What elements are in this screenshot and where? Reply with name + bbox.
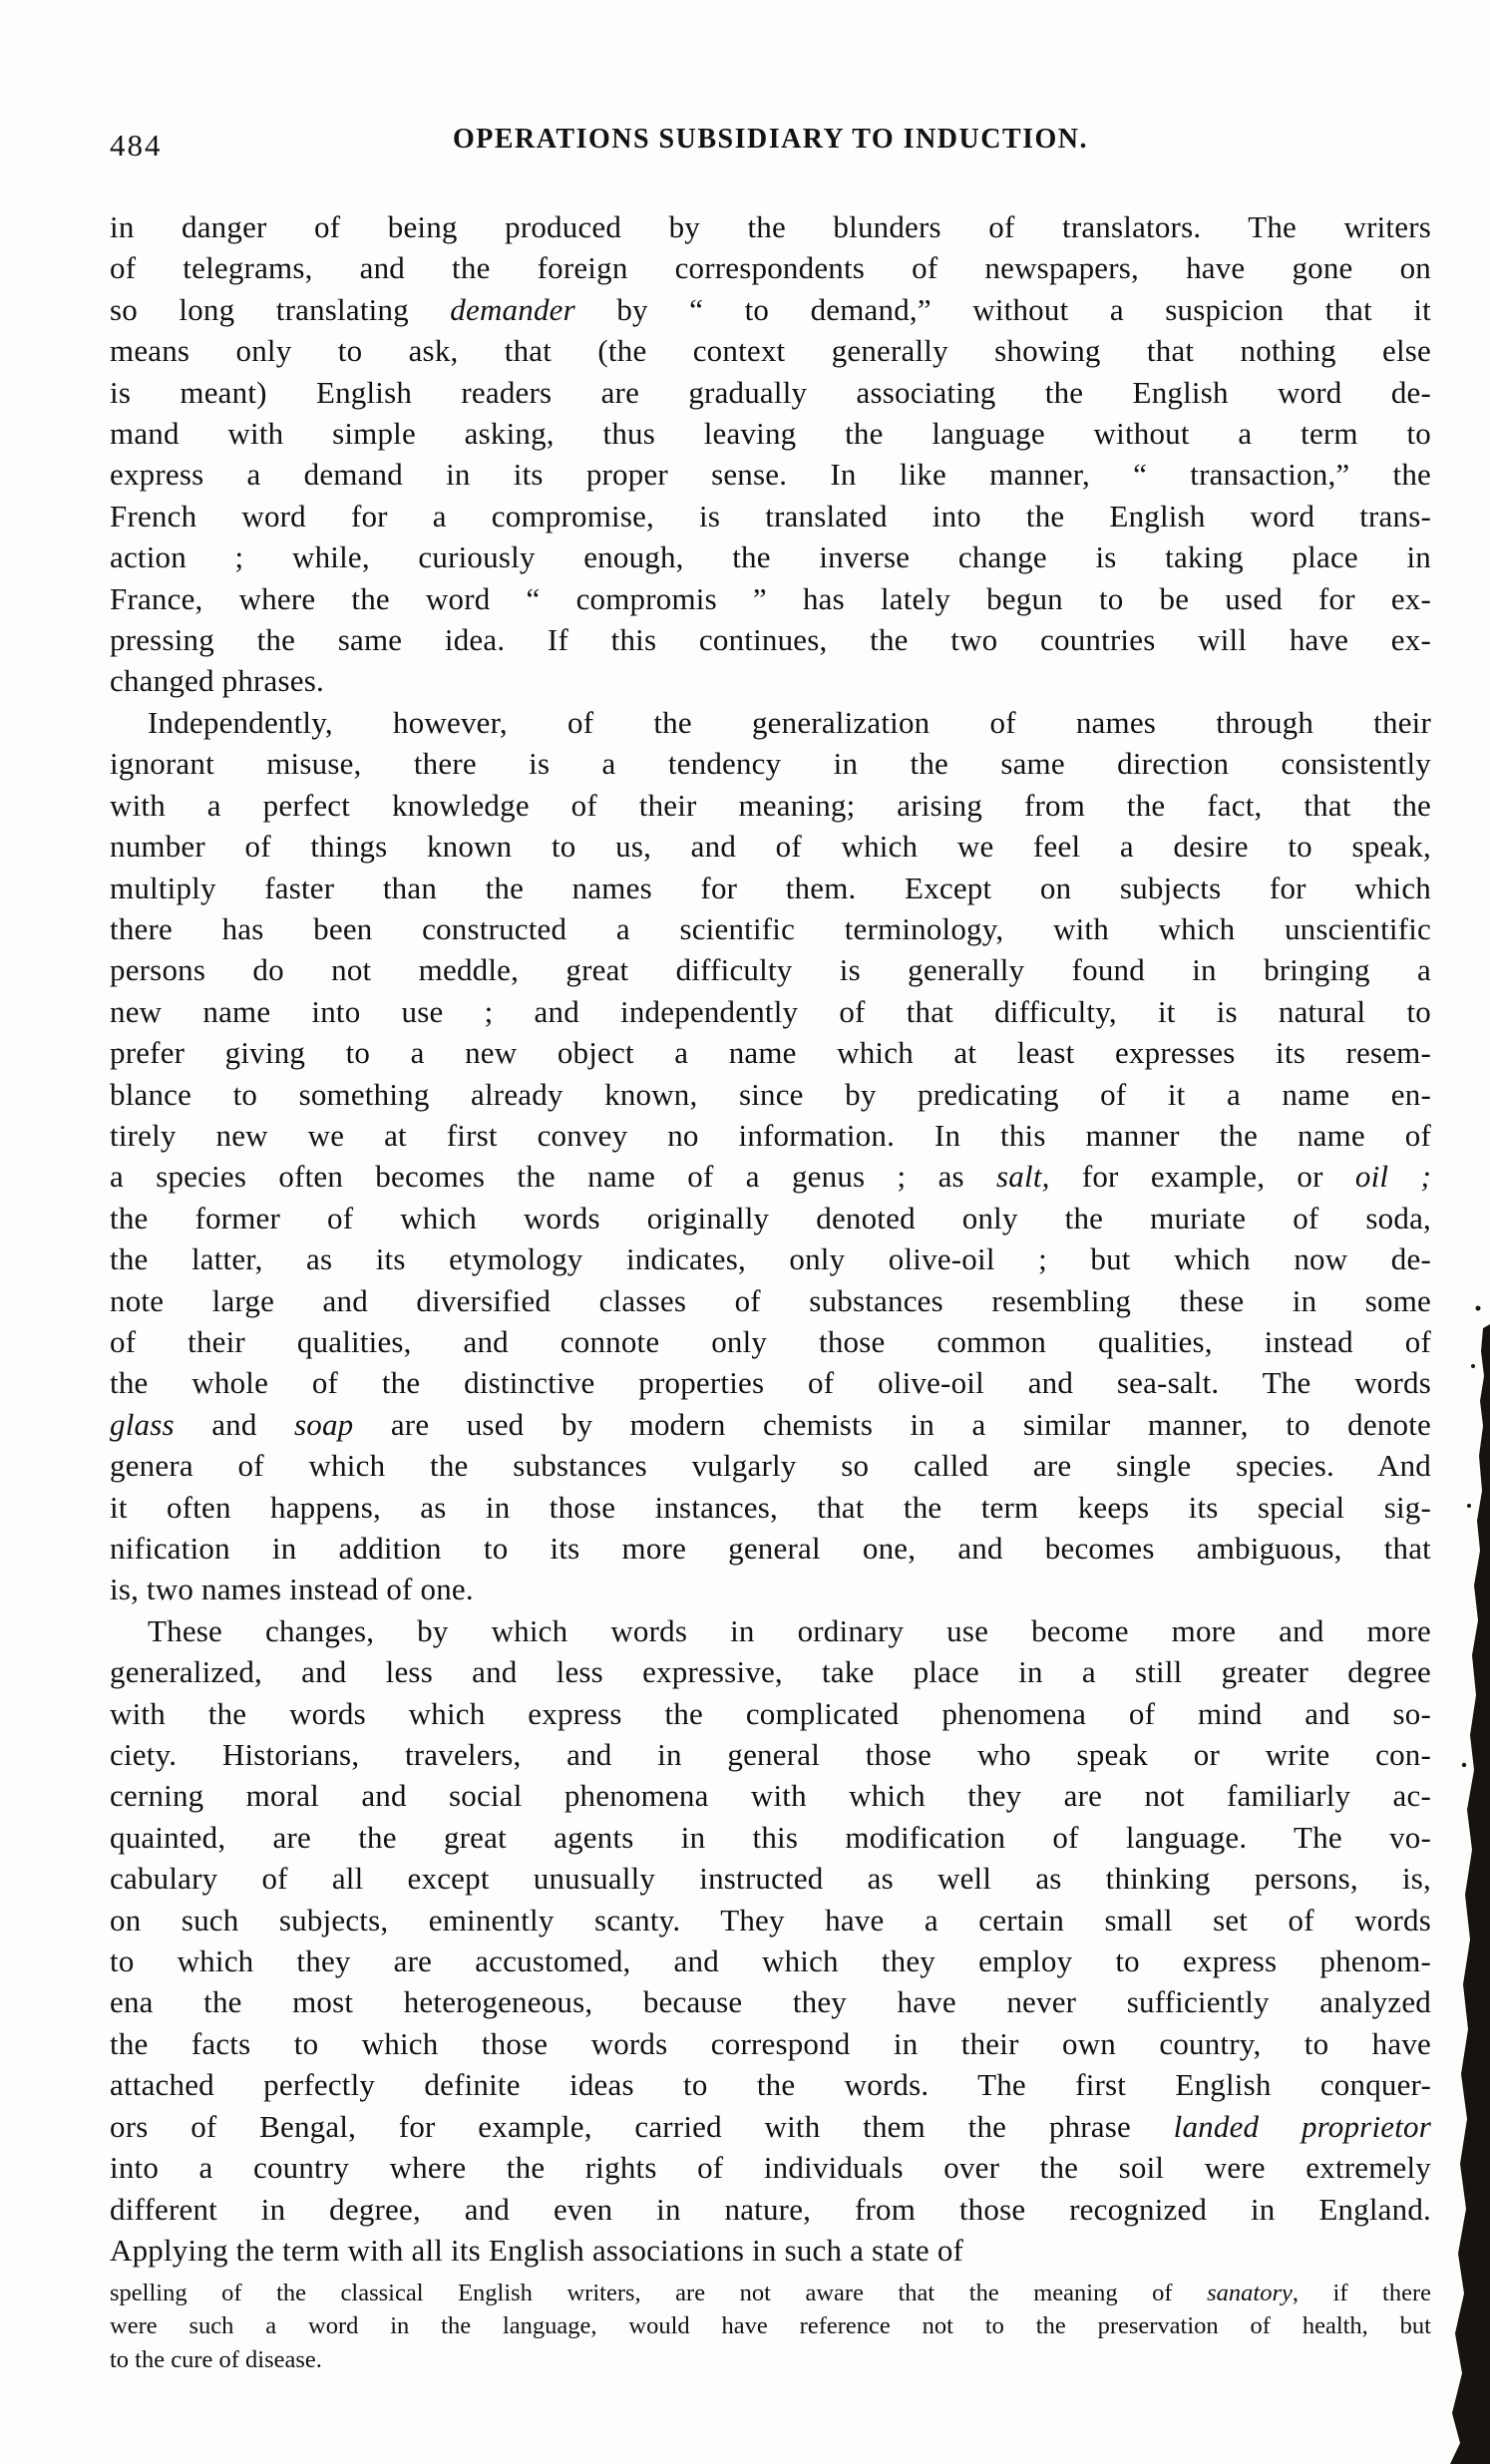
text-line: a species often becomes the name of a genus ; as salt, for example, or oil ; [110,1159,1431,1195]
text-line: action ; while, curiously enough, the inverse change is taking place in [110,539,1431,575]
running-head [110,124,1431,170]
text-line: different in degree, and even in nature, from those recognized in England. [110,2191,1431,2227]
body-text [110,206,1431,2271]
text-line: multiply faster than the names for them. Except on subjects for which [110,870,1431,905]
text-line: prefer giving to a new object a name which at least expresses its resem- [110,1035,1431,1071]
text-line: new name into use ; and independently of that difficulty, it is natural to [110,993,1431,1029]
text-line: in danger of being produced by the blunders of translators. The writers [110,209,1431,244]
text-line: France, where the word “ compromis ” has lately begun to be used for ex- [110,580,1431,616]
text-line: number of things known to us, and of which we feel a desire to speak, [110,829,1431,865]
text-line: note large and diversified classes of substances resembling these in some [110,1282,1431,1318]
text-line: nification in addition to its more general one, and becomes ambiguous, that [110,1531,1431,1566]
text-line: with the words which express the complicated phenomena of mind and so- [110,1695,1431,1731]
text-line: it often happens, as in those instances, that the term keeps its special sig- [110,1489,1431,1525]
text-line: into a country where the rights of individuals over the soil were extremely [110,2150,1431,2186]
text-line: Applying the term with all its English associations in such a state of [110,2232,964,2268]
text-line: there has been constructed a scientific terminology, with which unscientific [110,910,1431,946]
page-title: OPERATIONS SUBSIDIARY TO INDUCTION. [452,124,1089,155]
text-line: tirely new we at first convey no information. In this manner the name of [110,1117,1431,1153]
text-line: is, two names instead of one. [110,1572,474,1607]
text-line: generalized, and less and less expressive, take place in a still greater degree [110,1654,1431,1690]
text-line: the latter, as its etymology indicates, only olive-oil ; but which now de- [110,1241,1431,1277]
text-line: with a perfect knowledge of their meaning; arising from the fact, that the [110,787,1431,823]
text-line: to which they are accustomed, and which they employ to express phenom- [110,1943,1431,1979]
text-line: ciety. Historians, travelers, and in general those who speak or write con- [110,1737,1431,1773]
text-line: means only to ask, that (the context generally showing that nothing else [110,333,1431,369]
text-line: Independently, however, of the generalization of names through their [148,704,1431,740]
text-line: spelling of the classical English writers, are not aware that the meaning of sanatory, if there [110,2280,1431,2306]
text-line: French word for a compromise, is translated into the English word trans- [110,498,1431,533]
text-line: the former of which words originally denoted only the muriate of soda, [110,1200,1431,1235]
text-line: ena the most heterogeneous, because they have never sufficiently analyzed [110,1984,1431,2020]
text-line: mand with simple asking, thus leaving the language without a term to [110,416,1431,452]
text-line: to the cure of disease. [110,2345,322,2373]
text-line: ors of Bengal, for example, carried with them the phrase landed proprietor [110,2108,1431,2144]
text-line: blance to something already known, since by predicating of it a name en- [110,1076,1431,1112]
text-line: the facts to which those words correspond in their own country, to have [110,2025,1431,2061]
text-line: pressing the same idea. If this continues, the two countries will have ex- [110,622,1431,658]
text-line: quainted, are the great agents in this modification of language. The vo- [110,1819,1431,1855]
text-line: cerning moral and social phenomena with which they are not familiarly ac- [110,1778,1431,1814]
text-line: genera of which the substances vulgarly so called are single species. And [110,1448,1431,1484]
text-line: changed phrases. [110,663,324,699]
text-line: These changes, by which words in ordinary use become more and more [148,1612,1431,1648]
text-line: glass and soap are used by modern chemists in a similar manner, to denote [110,1406,1431,1442]
text-line: so long translating demander by “ to demand,” without a suspicion that it [110,291,1431,327]
binding-ink-smudge [1436,1296,1490,2464]
text-line: persons do not meddle, great difficulty is generally found in bringing a [110,952,1431,988]
text-line: the whole of the distinctive properties of olive-oil and sea-salt. The words [110,1365,1431,1401]
text-line: express a demand in its proper sense. In like manner, “ transaction,” the [110,457,1431,493]
text-line: were such a word in the language, would have reference not to the preservation of health, but [110,2312,1431,2340]
text-line: of telegrams, and the foreign correspondents of newspapers, have gone on [110,250,1431,286]
text-line: of their qualities, and connote only those common qualities, instead of [110,1323,1431,1359]
text-line: on such subjects, eminently scanty. They have a certain small set of words [110,1902,1431,1937]
footnote [110,2277,1431,2376]
text-line: is meant) English readers are gradually associating the English word de- [110,374,1431,410]
text-line: attached perfectly definite ideas to the words. The first English conquer- [110,2067,1431,2103]
page-number: 484 [110,128,163,163]
text-line: ignorant misuse, there is a tendency in the same direction consistently [110,746,1431,782]
text-line: cabulary of all except unusually instructed as well as thinking persons, is, [110,1861,1431,1897]
